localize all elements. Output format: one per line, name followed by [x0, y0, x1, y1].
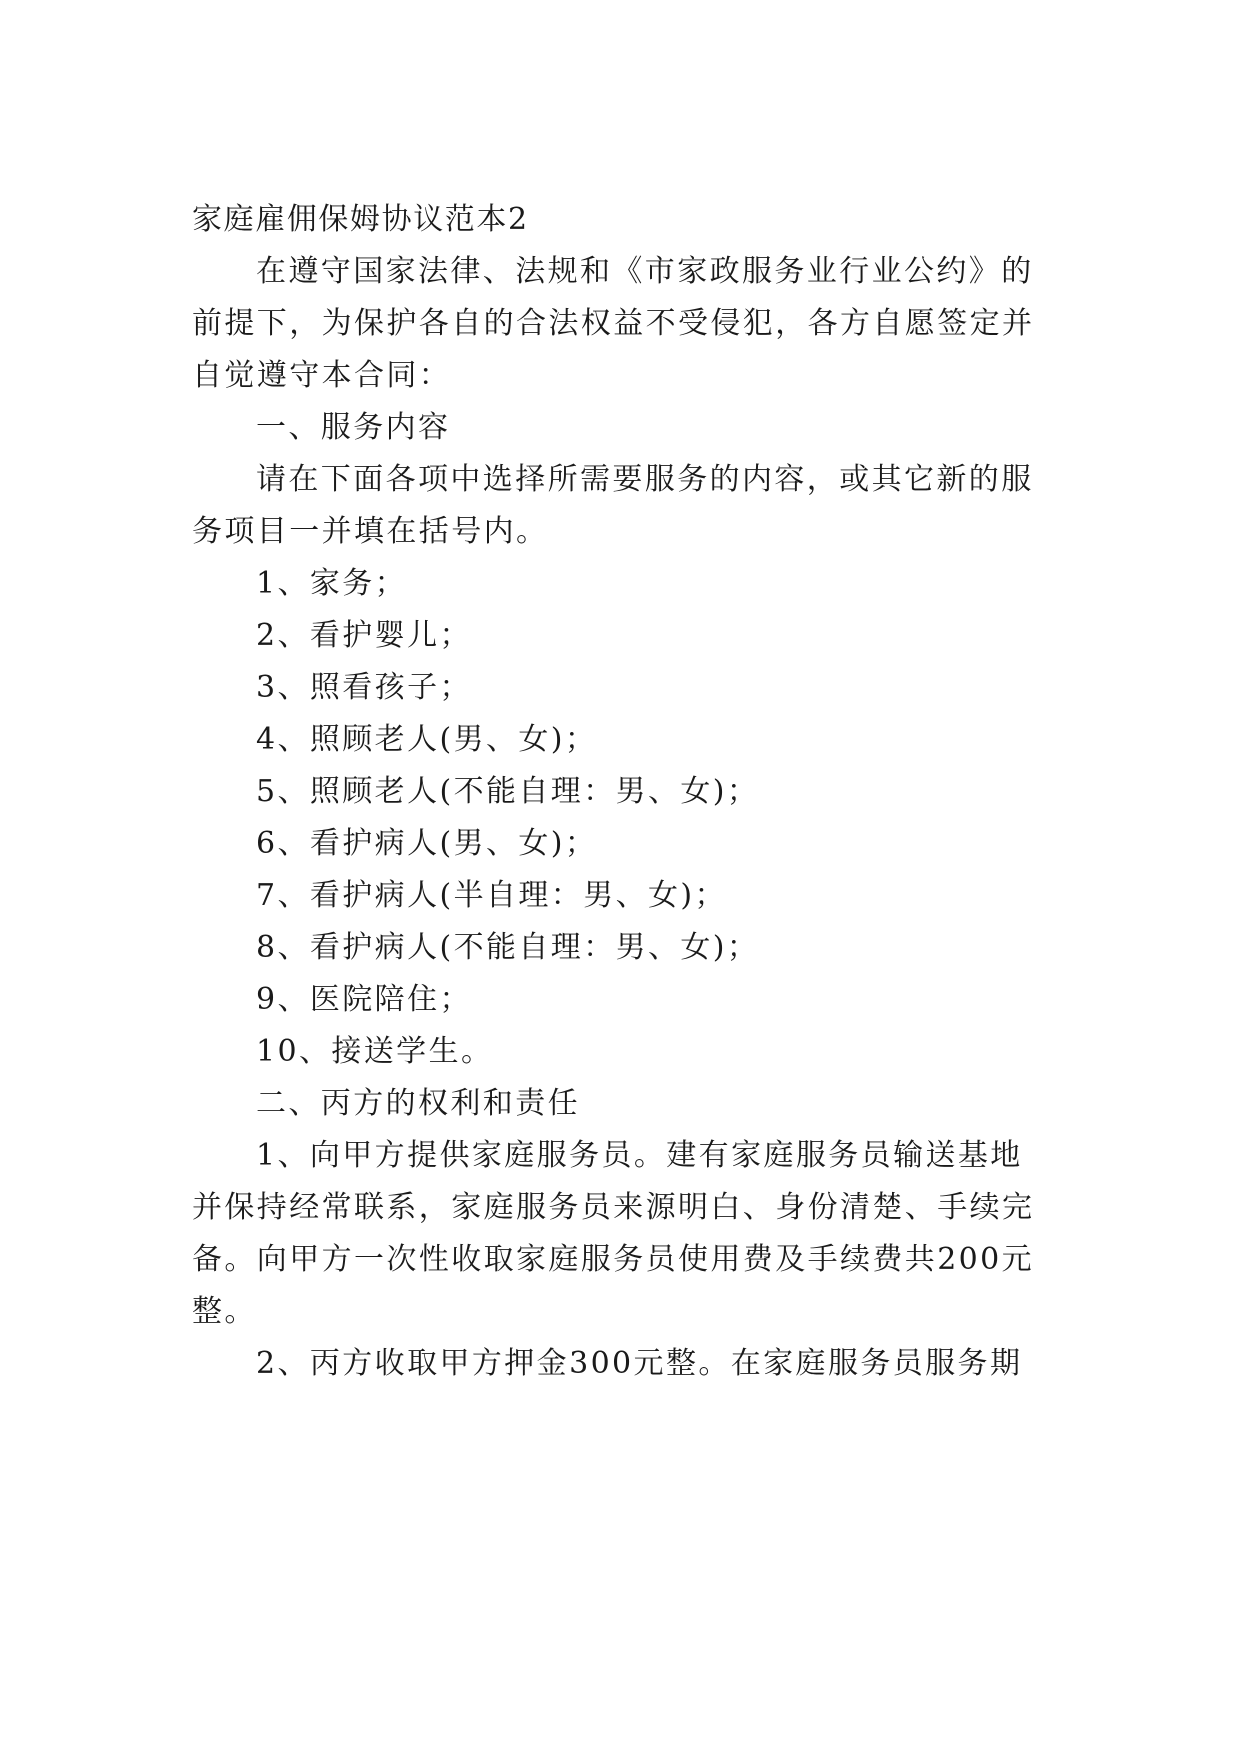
section-heading: 二、丙方的权利和责任 [256, 1086, 580, 1121]
clause-line: 整。 [192, 1294, 257, 1329]
service-item: 9、医院陪住； [256, 982, 472, 1017]
clause-line: 1、向甲方提供家庭服务员。建有家庭服务员输送基地 [256, 1138, 1023, 1173]
clause-line: 2、丙方收取甲方押金300元整。在家庭服务员服务期 [256, 1346, 1023, 1381]
clause-line: 备。向甲方一次性收取家庭服务员使用费及手续费共200元 [192, 1242, 1035, 1277]
instruction-line: 请在下面各项中选择所需要服务的内容，或其它新的服 [256, 462, 1034, 497]
instruction-line: 务项目一并填在括号内。 [192, 514, 549, 549]
service-item: 8、看护病人(不能自理：男、女)； [256, 930, 760, 965]
intro-line: 在遵守国家法律、法规和《市家政服务业行业公约》的 [256, 254, 1034, 289]
service-item: 5、照顾老人(不能自理：男、女)； [256, 774, 760, 809]
service-item: 6、看护病人(男、女)； [256, 826, 598, 861]
section-heading: 一、服务内容 [256, 410, 451, 445]
intro-line: 前提下，为保护各自的合法权益不受侵犯，各方自愿签定并 [192, 306, 1035, 341]
service-item: 4、照顾老人(男、女)； [256, 722, 598, 757]
clause-line: 并保持经常联系，家庭服务员来源明白、身份清楚、手续完 [192, 1190, 1035, 1225]
document-title: 家庭雇佣保姆协议范本2 [192, 202, 529, 237]
service-item: 7、看护病人(半自理：男、女)； [256, 878, 727, 913]
service-item: 10、接送学生。 [256, 1034, 494, 1069]
service-item: 1、家务； [256, 566, 408, 601]
intro-line: 自觉遵守本合同： [192, 358, 452, 393]
service-item: 3、照看孩子； [256, 670, 472, 705]
service-item: 2、看护婴儿； [256, 618, 472, 653]
